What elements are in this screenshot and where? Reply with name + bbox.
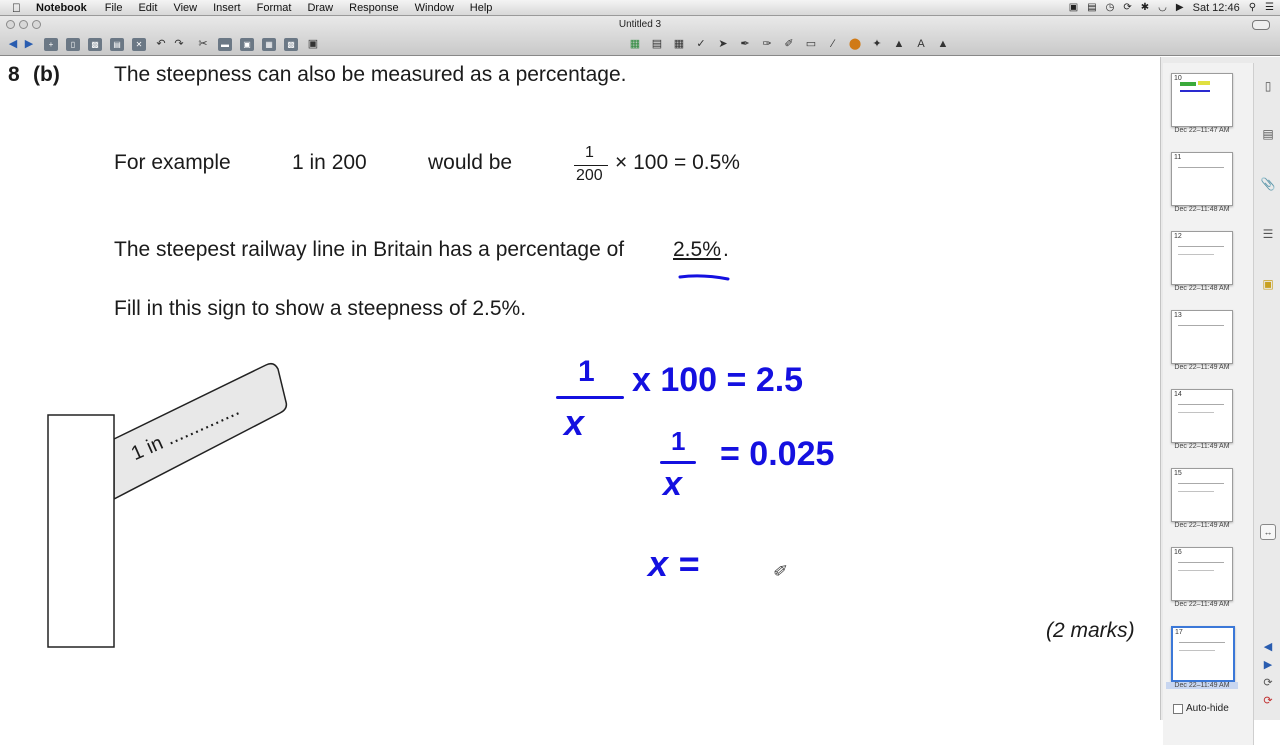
fraction-numerator: 1 [585,144,594,161]
auto-hide-checkbox[interactable] [1173,704,1183,714]
forward-icon[interactable]: ▶ [24,38,34,50]
bluetooth-icon[interactable]: ✱ [1140,2,1150,13]
scissors-icon[interactable]: ✂ [198,38,208,50]
menu-view[interactable]: View [173,2,198,14]
fill-icon[interactable]: ▲ [893,38,905,50]
example-ratio: 1 in 200 [292,151,367,174]
page-sorter-tab-icon[interactable]: ▯ [1264,79,1272,93]
grid-icon[interactable]: ▦ [673,38,685,50]
menu-response[interactable]: Response [349,2,399,14]
working-line2-rest: = 0.025 [720,435,835,473]
volume-icon[interactable]: ▶ [1175,2,1184,13]
menu-edit[interactable]: Edit [138,2,158,14]
open-icon[interactable]: ▯ [66,38,80,51]
shapes-icon[interactable]: ⬤ [848,38,862,50]
redo-icon[interactable]: ↷ [174,38,184,50]
page-thumbnail[interactable] [1171,73,1233,127]
menu-insert[interactable]: Insert [213,2,241,14]
gallery-tab-icon[interactable]: ▤ [1262,127,1274,141]
page-back-icon[interactable]: ◀ [1263,641,1273,653]
fraction-denominator: 200 [576,167,603,184]
notebook-page[interactable] [0,57,1160,720]
capture-icon[interactable]: ▩ [284,38,298,51]
example-label: For example [114,151,231,174]
delete-icon[interactable]: ✕ [132,38,146,51]
thumbnail-number: 14 [1174,391,1182,398]
attachments-tab-icon[interactable]: 📎 [1260,177,1276,191]
sign-text[interactable]: 1 in .............. [128,397,243,466]
page-thumbnail[interactable] [1171,547,1233,601]
page-refresh-icon[interactable]: ⟳ [1263,677,1273,689]
thumbnail-number: 13 [1174,312,1182,319]
eraser-icon[interactable]: ▭ [805,38,817,50]
marks-label: (2 marks) [1046,619,1135,642]
page-sorter-panel [1160,57,1280,720]
select-icon[interactable]: ➤ [718,38,728,50]
collapse-panel-button[interactable]: ↔ [1260,524,1276,540]
page-thumbnail-selected[interactable] [1171,626,1235,682]
spotlight-icon[interactable]: ⚲ [1248,2,1257,13]
document-camera-icon[interactable]: ▣ [307,38,319,50]
creative-pen-icon[interactable]: ✑ [762,38,772,50]
table-icon[interactable]: ▤ [651,38,663,50]
undo-icon[interactable]: ↶ [156,38,166,50]
addons-tab-icon[interactable]: ▣ [1262,277,1274,291]
page-thumbnail[interactable] [1171,310,1233,364]
time-machine-icon[interactable]: ◷ [1105,2,1115,13]
line-icon[interactable]: ∕ [832,38,834,50]
working-line1-rest: x 100 = 2.5 [632,361,804,399]
question-number: 8 [8,63,20,86]
pen-cursor-icon: ✏ [769,557,794,583]
sync-icon[interactable]: ⟳ [1123,2,1132,13]
thumbnail-date: Dec 22–11:49 AM [1174,443,1230,450]
working-line3: x = [648,543,700,584]
page-forward-icon[interactable]: ▶ [1263,659,1273,671]
menu-window[interactable]: Window [414,2,454,14]
working-line1-bar [556,396,624,399]
measure-icon[interactable]: ✓ [696,38,706,50]
working-line2-denominator: x [663,465,682,503]
thumbnail-number: 15 [1174,470,1182,477]
thumbnail-number: 16 [1174,549,1182,556]
page-thumbnail[interactable] [1171,231,1233,285]
thumbnail-date: Dec 22–11:47 AM [1174,127,1230,134]
page-thumbnail[interactable] [1171,152,1233,206]
menu-notebook[interactable]: Notebook [36,2,87,14]
highlighter-icon[interactable]: ✐ [784,38,794,50]
working-line1-numerator: 1 [578,355,595,388]
auto-hide-label: Auto-hide [1186,703,1229,714]
status-area [1069,0,1274,16]
auto-hide-toggle[interactable] [1173,703,1229,714]
handwritten-underline [672,271,734,285]
magic-pen-icon[interactable]: ✦ [872,38,882,50]
thumbnail-date: Dec 22–11:48 AM [1174,285,1230,292]
gradient-sign [40,357,290,657]
full-screen-icon[interactable]: ▣ [240,38,254,51]
thumbnail-date: Dec 22–11:49 AM [1166,682,1238,689]
paste-icon[interactable]: ▤ [110,38,124,51]
page-thumbnail[interactable] [1171,389,1233,443]
properties-tab-icon[interactable]: ☰ [1262,227,1274,241]
menu-draw[interactable]: Draw [307,2,334,14]
working-line1-denominator: x [564,402,585,443]
wifi-icon[interactable]: ◡ [1158,2,1167,13]
thumbnail-number: 10 [1174,75,1182,82]
screen-shade-icon[interactable]: ▬ [218,38,232,51]
apple-menu-icon[interactable] [12,0,21,16]
thumbnail-list [1163,63,1254,745]
menu-format[interactable]: Format [256,2,292,14]
notification-list-icon[interactable]: ☰ [1265,2,1274,13]
steepest-end: . [723,238,729,261]
add-page-icon[interactable]: + [44,38,58,51]
menu-list [36,0,508,16]
steepest-text: The steepest railway line in Britain has a percentage of [114,238,625,261]
page-thumbnail[interactable] [1171,468,1233,522]
thumbnail-date: Dec 22–11:49 AM [1174,364,1230,371]
menu-bar [0,0,1280,16]
fraction-bar [574,165,608,166]
back-icon[interactable]: ◀ [8,38,18,50]
thumbnail-number: 11 [1174,154,1182,161]
working-line2-numerator: 1 [671,426,686,456]
thumbnail-date: Dec 22–11:48 AM [1174,206,1230,213]
display-icon[interactable]: ▤ [1087,2,1097,13]
dual-page-icon[interactable]: ▦ [262,38,276,51]
example-calculation: × 100 = 0.5% [615,151,740,174]
thumbnail-date: Dec 22–11:49 AM [1174,522,1230,529]
window-title: Untitled 3 [618,19,662,30]
would-be-text: would be [428,151,513,174]
thumbnail-number: 17 [1175,629,1183,636]
menu-help[interactable]: Help [469,2,493,14]
pen-icon[interactable]: ✒ [740,38,750,50]
steepest-value: 2.5% [673,238,721,261]
page-delete-icon[interactable]: ⟳ [1263,695,1273,707]
text-icon[interactable]: A [917,38,925,50]
menu-file[interactable]: File [104,2,123,14]
save-icon[interactable]: ▩ [88,38,102,51]
instruction-text: Fill in this sign to show a steepness of 2.5%. [114,297,527,320]
toolbar-toggle-button[interactable] [1252,20,1270,30]
question-intro: The steepness can also be measured as a percentage. [114,63,627,86]
question-part: (b) [33,63,60,86]
camera-icon[interactable]: ▣ [1068,2,1079,13]
window-toolbar [0,16,1280,56]
working-line2-bar [660,461,696,464]
insert-table-icon[interactable]: ▦ [629,38,641,50]
properties-icon[interactable]: ▲ [937,38,949,50]
thumbnail-number: 12 [1174,233,1182,240]
thumbnail-date: Dec 22–11:49 AM [1174,601,1230,608]
clock[interactable]: Sat 12:46 [1192,2,1240,14]
